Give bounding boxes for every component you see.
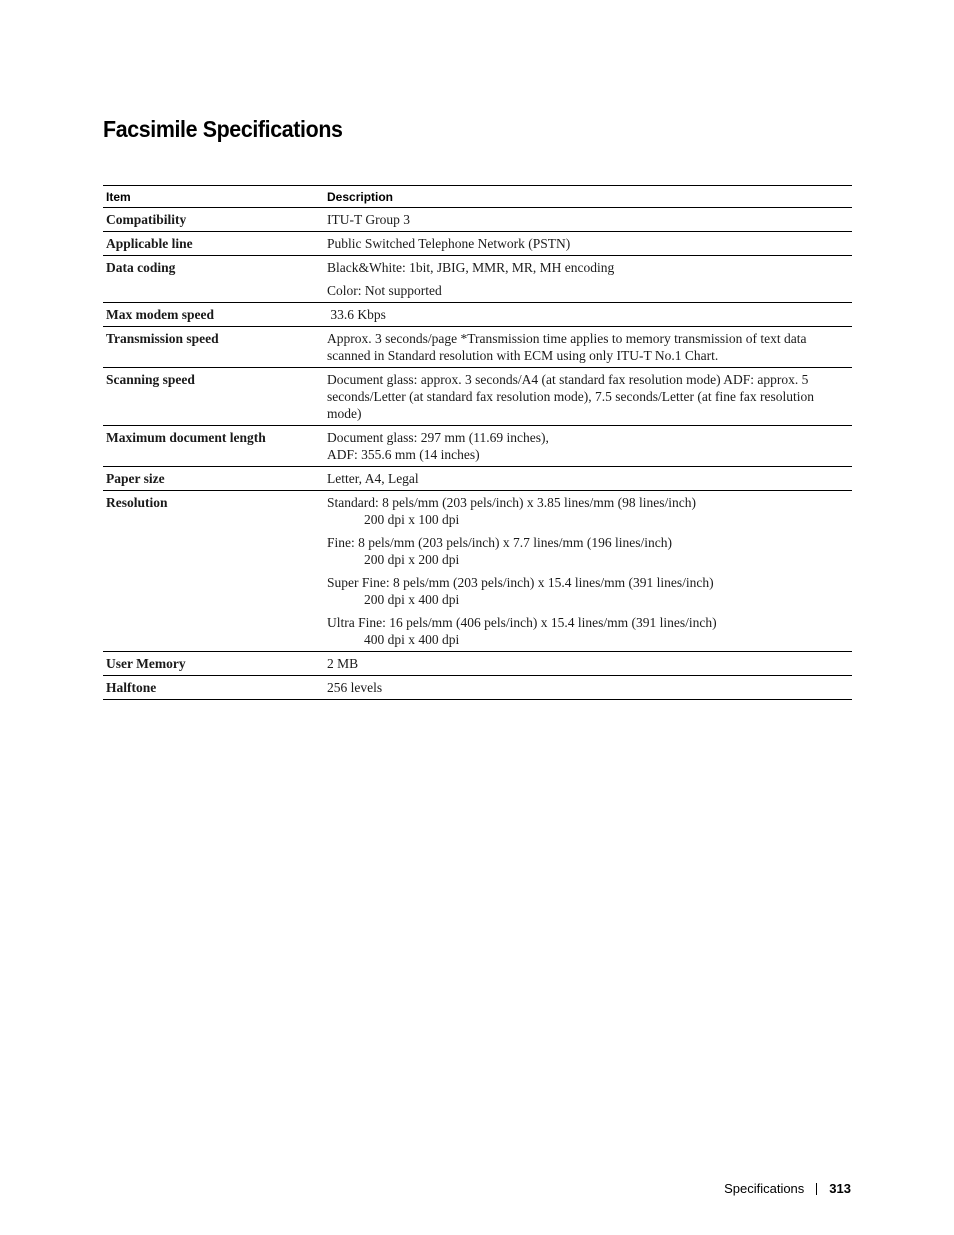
row-description (324, 208, 852, 232)
description-line: 256 levels (327, 680, 383, 695)
row-description (324, 232, 852, 256)
row-description (324, 327, 852, 368)
row-description (324, 491, 852, 652)
table-row (103, 491, 852, 652)
page-footer (724, 1181, 851, 1196)
row-description (324, 676, 852, 700)
description-line: Super Fine: 8 pels/mm (203 pels/inch) x 15.4 lines/mm (391 lines/inch) (327, 575, 714, 590)
resolution-mode-ultra-fine (327, 614, 849, 648)
page-number: 313 (829, 1181, 851, 1196)
column-header-description: Description (327, 190, 394, 204)
row-description (324, 426, 852, 467)
table-row (103, 256, 852, 303)
row-item: Maximum document length (106, 430, 266, 445)
description-line: Ultra Fine: 16 pels/mm (406 pels/inch) x 15.4 lines/mm (391 lines/inch) (327, 615, 717, 630)
description-subline: 400 dpi x 400 dpi (364, 632, 460, 647)
resolution-mode-fine (327, 534, 849, 568)
row-description (324, 256, 852, 303)
footer-section-name: Specifications (724, 1181, 805, 1196)
resolution-mode-standard (327, 494, 849, 528)
row-item: Transmission speed (106, 331, 219, 346)
table-row (103, 303, 852, 327)
page-title: Facsimile Specifications (103, 116, 343, 142)
description-line: Document glass: 297 mm (11.69 inches), (327, 430, 549, 445)
row-description (324, 467, 852, 491)
description-line: ADF: 355.6 mm (14 inches) (327, 447, 480, 462)
description-line: 2 MB (327, 656, 359, 671)
row-item: Halftone (106, 680, 157, 695)
resolution-mode-super-fine (327, 574, 849, 608)
table-row (103, 368, 852, 426)
table-row (103, 208, 852, 232)
row-item: Resolution (106, 495, 168, 510)
table-row (103, 652, 852, 676)
row-item: Applicable line (106, 236, 193, 251)
description-line: Black&White: 1bit, JBIG, MMR, MR, MH encoding (327, 260, 615, 275)
table-header-row (103, 186, 852, 208)
table-row (103, 676, 852, 700)
description-line: Standard: 8 pels/mm (203 pels/inch) x 3.85 lines/mm (98 lines/inch) (327, 495, 696, 510)
table-row (103, 232, 852, 256)
row-item: Max modem speed (106, 307, 214, 322)
row-description (324, 368, 852, 426)
footer-divider (816, 1183, 817, 1195)
row-item: Paper size (106, 471, 165, 486)
row-item: User Memory (106, 656, 186, 671)
row-item: Data coding (106, 260, 176, 275)
description-subline: 200 dpi x 200 dpi (364, 552, 460, 567)
description-subline: 200 dpi x 400 dpi (364, 592, 460, 607)
table-row (103, 426, 852, 467)
table-row (103, 467, 852, 491)
column-header-item: Item (106, 190, 131, 204)
description-line: Public Switched Telephone Network (PSTN) (327, 236, 571, 251)
specifications-table (103, 185, 852, 700)
row-description (324, 652, 852, 676)
description-line: 33.6 Kbps (327, 307, 386, 322)
table-row (103, 327, 852, 368)
description-line: Approx. 3 seconds/page *Transmission time applies to memory transmission of text data scanned in Standard resolution with ECM using only ITU-T No.1 Chart. (327, 331, 807, 363)
description-line: Fine: 8 pels/mm (203 pels/inch) x 7.7 lines/mm (196 lines/inch) (327, 535, 672, 550)
description-line: Color: Not supported (327, 283, 442, 298)
row-description (324, 303, 852, 327)
description-line: Letter, A4, Legal (327, 471, 419, 486)
row-item: Compatibility (106, 212, 187, 227)
description-subline: 200 dpi x 100 dpi (364, 512, 460, 527)
description-line: ITU-T Group 3 (327, 212, 410, 227)
row-item: Scanning speed (106, 372, 195, 387)
description-line: Document glass: approx. 3 seconds/A4 (at standard fax resolution mode) ADF: approx. 5 seconds/Letter (at standard fax resolution mode), 7.5 seconds/Letter (at fine fax resolution mode) (327, 372, 814, 421)
